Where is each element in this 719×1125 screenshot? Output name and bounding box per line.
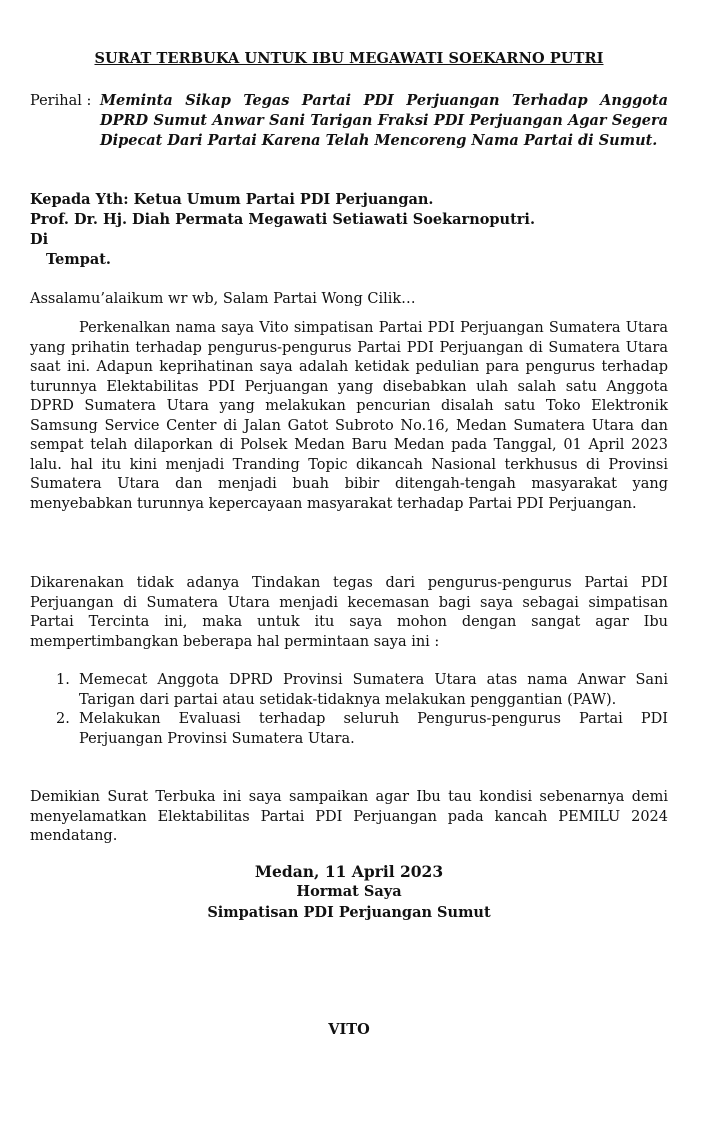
- subject-block: [30, 91, 668, 151]
- subject-label: Perihal :: [30, 93, 92, 109]
- recipient-line-4: Tempat.: [46, 251, 111, 268]
- recipient-block: [30, 190, 670, 270]
- request-text: Melakukan Evaluasi terhadap seluruh Pengurus-pengurus Partai PDI Perjuangan Provinsi Sumatera Utara.: [79, 711, 668, 747]
- signatory-title: Simpatisan PDI Perjuangan Sumut: [207, 904, 491, 921]
- request-item: [30, 671, 668, 710]
- recipient-line-3: Di: [30, 231, 49, 248]
- greeting: Assalamu’alaikum wr wb, Salam Partai Wong Cilik…: [30, 291, 416, 307]
- closing-salutation: Hormat Saya: [296, 883, 402, 900]
- body-paragraph-2: Dikarenakan tidak adanya Tindakan tegas dari pengurus-pengurus Partai PDI Perjuangan di Sumatera Utara menjadi kecemasan bagi saya sebagai simpatisan Partai Tercinta ini, maka untuk itu saya mohon dengan sangat agar Ibu mempertimbangkan beberapa hal permintaan saya ini :: [30, 575, 668, 650]
- recipient-line-2: Prof. Dr. Hj. Diah Permata Megawati Setiawati Soekarnoputri.: [30, 211, 535, 228]
- subject-text: Meminta Sikap Tegas Partai PDI Perjuangan Terhadap Anggota DPRD Sumut Anwar Sani Tarigan Fraksi PDI Perjuangan Agar Segera Dipecat Dari Partai Karena Telah Mencoreng Nama Partai di Sumut.: [100, 92, 668, 149]
- signatory-name: VITO: [328, 1021, 370, 1038]
- recipient-line-1: Kepada Yth: Ketua Umum Partai PDI Perjuangan.: [30, 191, 434, 208]
- place-date: Medan, 11 April 2023: [254, 862, 444, 881]
- request-number: 1.: [56, 672, 70, 688]
- request-item: [30, 710, 668, 749]
- letter-title: SURAT TERBUKA UNTUK IBU MEGAWATI SOEKARNO PUTRI: [94, 50, 604, 67]
- body-paragraph-3: Demikian Surat Terbuka ini saya sampaikan agar Ibu tau kondisi sebenarnya demi menyelamatkan Elektabilitas Partai PDI Perjuangan pada kancah PEMILU 2024 mendatang.: [30, 789, 668, 845]
- request-text: Memecat Anggota DPRD Provinsi Sumatera Utara atas nama Anwar Sani Tarigan dari partai atau setidak-tidaknya melakukan penggantian (PAW).: [79, 672, 668, 708]
- body-paragraph-1: Perkenalkan nama saya Vito simpatisan Partai PDI Perjuangan Sumatera Utara yang prihatin terhadap pengurus-pengurus Partai PDI Perjuangan di Sumatera Utara saat ini. Adapun keprihatinan saya adalah ketidak pedulian para pengurus terhadap turunnya Elektabilitas PDI Perjuangan yang disebabkan ulah salah satu Anggota DPRD Sumatera Utara yang melakukan pencurian disalah satu Toko Elektronik Samsung Service Center di Jalan Gatot Subroto No.16, Medan Sumatera Utara dan sempat telah dilaporkan di Polsek Medan Baru Medan pada Tanggal, 01 April 2023 lalu. hal itu kini menjadi Tranding Topic dikancah Nasional terkhusus di Provinsi Sumatera Utara dan menjadi buah bibir ditengah-tengah masyarakat yang menyebabkan turunnya kepercayaan masyarakat terhadap Partai PDI Perjuangan.: [30, 320, 668, 512]
- request-number: 2.: [56, 711, 70, 728]
- request-list: [30, 671, 668, 749]
